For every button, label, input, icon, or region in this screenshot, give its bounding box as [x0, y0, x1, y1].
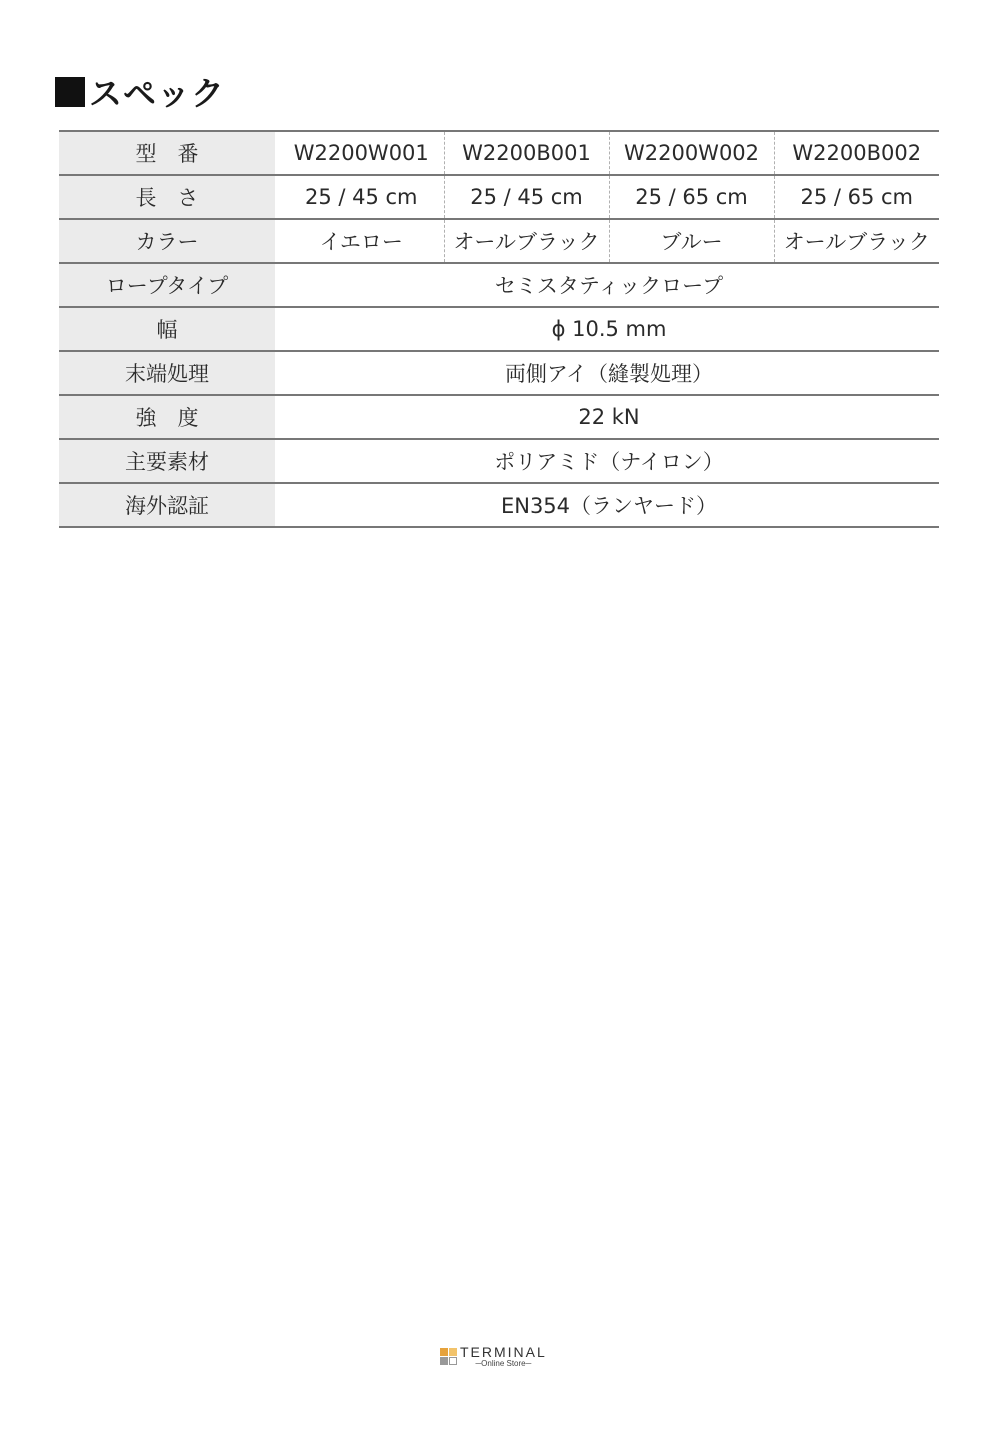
row-label-model: 型 番: [59, 131, 275, 175]
length-cell: 25 / 65 cm: [609, 175, 774, 219]
length-cell: 25 / 65 cm: [774, 175, 939, 219]
footer-brand: TERMINAL: [460, 1344, 547, 1360]
color-cell: イエロー: [279, 219, 444, 263]
row-label-strength: 強 度: [59, 395, 275, 439]
model-cell: W2200B001: [444, 131, 609, 175]
certification-value: EN354（ランヤード）: [279, 483, 939, 527]
rope-type-value: セミスタティックロープ: [279, 263, 939, 307]
model-cell: W2200W001: [279, 131, 444, 175]
color-cell: オールブラック: [444, 219, 609, 263]
table-row-width: [59, 307, 939, 351]
footer-sub: ─Online Store─: [475, 1359, 532, 1368]
row-label-rope-type: ロープタイプ: [59, 263, 275, 307]
table-row-material: [59, 439, 939, 483]
row-label-material: 主要素材: [59, 439, 275, 483]
spec-table: [59, 130, 939, 528]
table-row-model: [59, 131, 939, 175]
row-label-length: 長 さ: [59, 175, 275, 219]
table-row-end-treatment: [59, 351, 939, 395]
width-value: ϕ 10.5 mm: [279, 307, 939, 351]
color-cell: オールブラック: [774, 219, 939, 263]
footer-logo: [440, 1345, 547, 1368]
row-label-color: カラー: [59, 219, 275, 263]
page-title-text: スペック: [89, 74, 225, 113]
table-row-strength: [59, 395, 939, 439]
table-row-rope-type: [59, 263, 939, 307]
row-label-end-treatment: 末端処理: [59, 351, 275, 395]
row-label-width: 幅: [59, 307, 275, 351]
title-square-icon: [55, 77, 85, 107]
model-cell: W2200B002: [774, 131, 939, 175]
length-cell: 25 / 45 cm: [444, 175, 609, 219]
color-cell: ブルー: [609, 219, 774, 263]
model-cell: W2200W002: [609, 131, 774, 175]
end-treatment-value: 両側アイ（縫製処理）: [279, 351, 939, 395]
length-cell: 25 / 45 cm: [279, 175, 444, 219]
page-title: [55, 68, 225, 115]
row-label-certification: 海外認証: [59, 483, 275, 527]
table-row-color: [59, 219, 939, 263]
terminal-logo-icon: [440, 1348, 457, 1365]
strength-value: 22 kN: [279, 395, 939, 439]
table-row-certification: [59, 483, 939, 527]
table-row-length: [59, 175, 939, 219]
material-value: ポリアミド（ナイロン）: [279, 439, 939, 483]
